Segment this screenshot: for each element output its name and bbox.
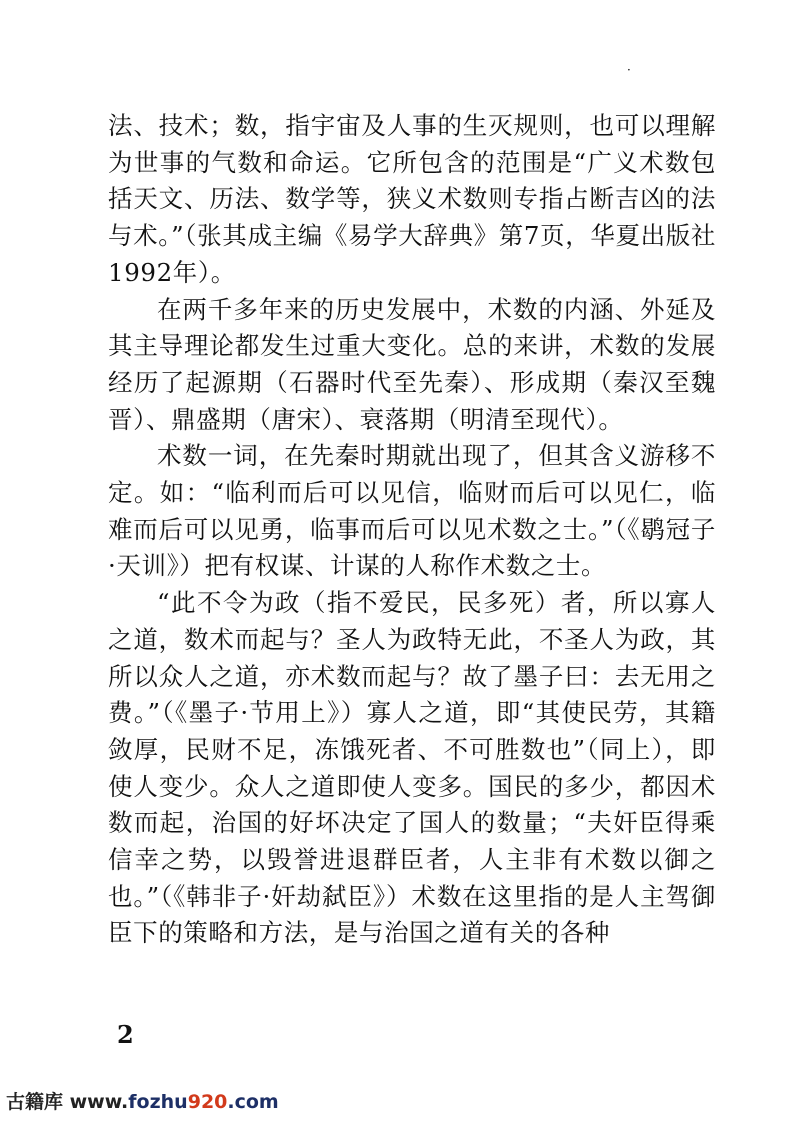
- top-dot-mark: ·: [627, 63, 631, 77]
- paragraph-quotation: “此不令为政（指不爱民，民多死）者，所以寡人之道，数术而起与？圣人为政特无此，不圣人为政，其所以众人之道，亦术数而起与？故了墨子曰：去无用之费。”（《墨子·节用上》）寡人之道，即“其使民劳，其籍敛厚，民财不足，冻饿死者、不可胜数也”（同上），即使人变少。众人之道即使人变多。国民的多少，都因术数而起，治国的好坏决定了国人的数量；“夫奸臣得乘信幸之势，以毁誉进退群臣者，人主非有术数以御之也。”（《韩非子·奸劫弑臣》）术数在这里指的是人主驾御臣下的策略和方法，是与治国之道有关的各种: [108, 588, 716, 948]
- source-watermark: [6, 1088, 279, 1116]
- body-text: [108, 108, 716, 952]
- watermark-suffix: .com: [227, 1091, 279, 1113]
- paragraph-history: 在两千多年来的历史发展中，术数的内涵、外延及其主导理论都发生过重大变化。总的来讲，术数的发展经历了起源期（石器时代至先秦）、形成期（秦汉至魏晋）、鼎盛期（唐宋）、衰落期（明清至现代）。: [108, 294, 716, 434]
- paragraph-term-origin: 术数一词，在先秦时期就出现了，但其含义游移不定。如：“临利而后可以见信，临财而后可以见仁，临难而后可以见勇，临事而后可以见术数之士。”（《鹖冠子·天训》）把有权谋、计谋的人称作术数之士。: [108, 441, 716, 581]
- paragraph-continued: 法、技术；数，指宇宙及人事的生灭规则，也可以理解为世事的气数和命运。它所包含的范围是“广义术数包括天文、历法、数学等，狭义术数则专指占断吉凶的法与术。”（张其成主编《易学大辞典》第7页，华夏出版社1992年）。: [108, 111, 716, 287]
- watermark-fozhu: fozhu: [128, 1091, 188, 1113]
- watermark-prefix: 古籍库 www.: [6, 1091, 129, 1113]
- watermark-920: 920: [187, 1091, 228, 1113]
- page-number: 2: [117, 1020, 134, 1049]
